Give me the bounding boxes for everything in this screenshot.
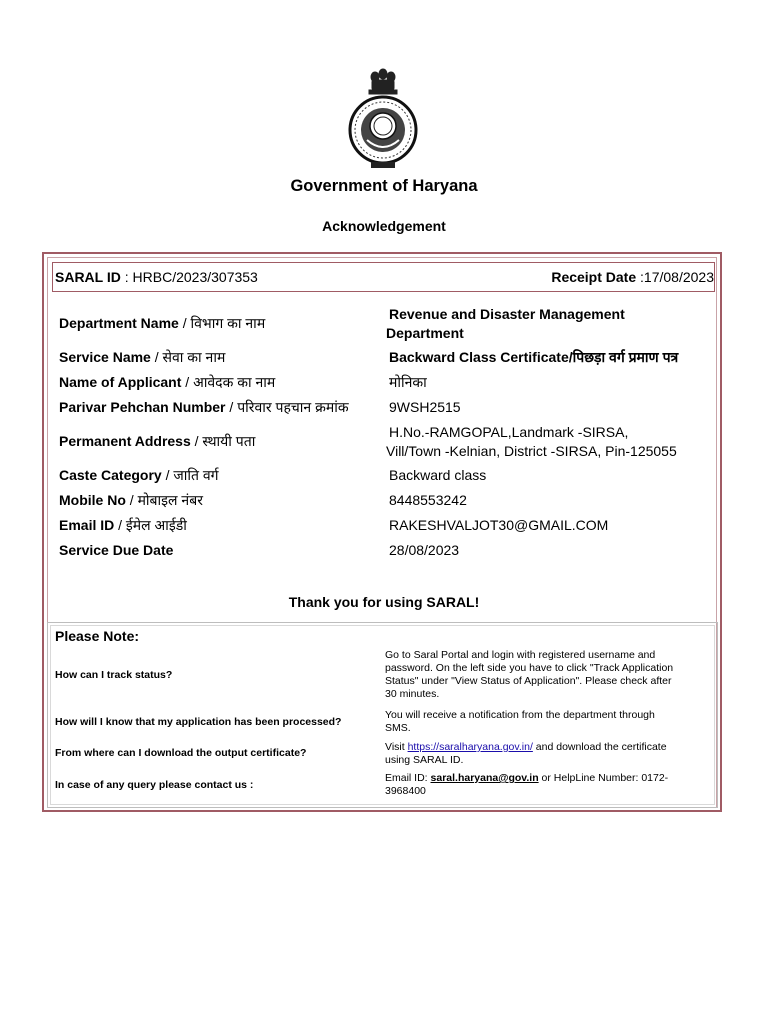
parivar-pehchan-label: Parivar Pehchan Number / परिवार पहचान क्रमांक [59,399,349,415]
note-answer-track-status: Go to Saral Portal and login with registered username and password. On the left side you have to click "Track Application Status" under "View Status of Application". Please check after 30 minutes. [385,649,674,700]
haryana-emblem-icon [347,68,419,174]
service-name-label: Service Name / सेवा का नाम [59,349,226,365]
parivar-pehchan-value: 9WSH2515 [389,399,461,415]
saral-id-value: HRBC/2023/307353 [132,269,258,285]
mobile-no-value: 8448553242 [389,492,467,508]
permanent-address-value-line1: H.No.-RAMGOPAL,Landmark -SIRSA, [389,424,629,440]
note-question-download: From where can I download the output certificate? [55,747,307,759]
acknowledgement-heading: Acknowledgement [322,218,446,234]
saral-portal-link[interactable]: https://saralharyana.gov.in/ [407,741,533,753]
service-due-date-label: Service Due Date [59,542,174,558]
caste-category-value: Backward class [389,467,487,483]
caste-category-label: Caste Category / जाति वर्ग [59,467,219,483]
note-question-processed: How will I know that my application has been processed? [55,716,342,728]
receipt-date-label: Receipt Date [551,269,637,285]
note-answer-download: Visit https://saralharyana.gov.in/ and download the certificate using SARAL ID. [385,741,667,766]
receipt-date-value: 17/08/2023 [643,269,714,285]
service-due-date-value: 28/08/2023 [389,542,460,558]
thank-you-message: Thank you for using SARAL! [288,594,480,610]
applicant-name-label: Name of Applicant / आवेदक का नाम [59,374,276,390]
email-id-value: RAKESHVALJOT30@GMAIL.COM [389,517,609,533]
saral-id: SARAL ID : HRBC/2023/307353 [55,269,258,285]
applicant-name-value: मोनिका [389,374,427,390]
mobile-no-label: Mobile No / मोबाइल नंबर [59,492,203,508]
service-name-value: Backward Class Certificate/पिछड़ा वर्ग प्रमाण पत्र [389,349,679,365]
note-answer-processed: You will receive a notification from the department through SMS. [385,709,655,734]
note-question-contact: In case of any query please contact us : [55,779,254,791]
department-name-value-line2: Department [386,325,464,341]
note-question-track-status: How can I track status? [55,669,173,681]
government-title: Government of Haryana [290,177,478,195]
department-name-value-line1: Revenue and Disaster Management [389,306,625,322]
email-id-label: Email ID / ईमेल आईडी [59,517,187,533]
permanent-address-value-line2: Vill/Town -Kelnian, District -SIRSA, Pin-125055 [386,443,677,459]
department-name-label: Department Name / विभाग का नाम [59,315,266,331]
note-answer-contact: Email ID: saral.haryana@gov.in or HelpLine Number: 0172- 3968400 [385,772,669,797]
saral-id-label: SARAL ID [55,269,121,285]
support-email[interactable]: saral.haryana@gov.in [430,772,539,784]
receipt-date: Receipt Date :17/08/2023 [551,269,714,285]
permanent-address-label: Permanent Address / स्थायी पता [59,433,256,449]
please-note-title: Please Note: [55,628,140,644]
